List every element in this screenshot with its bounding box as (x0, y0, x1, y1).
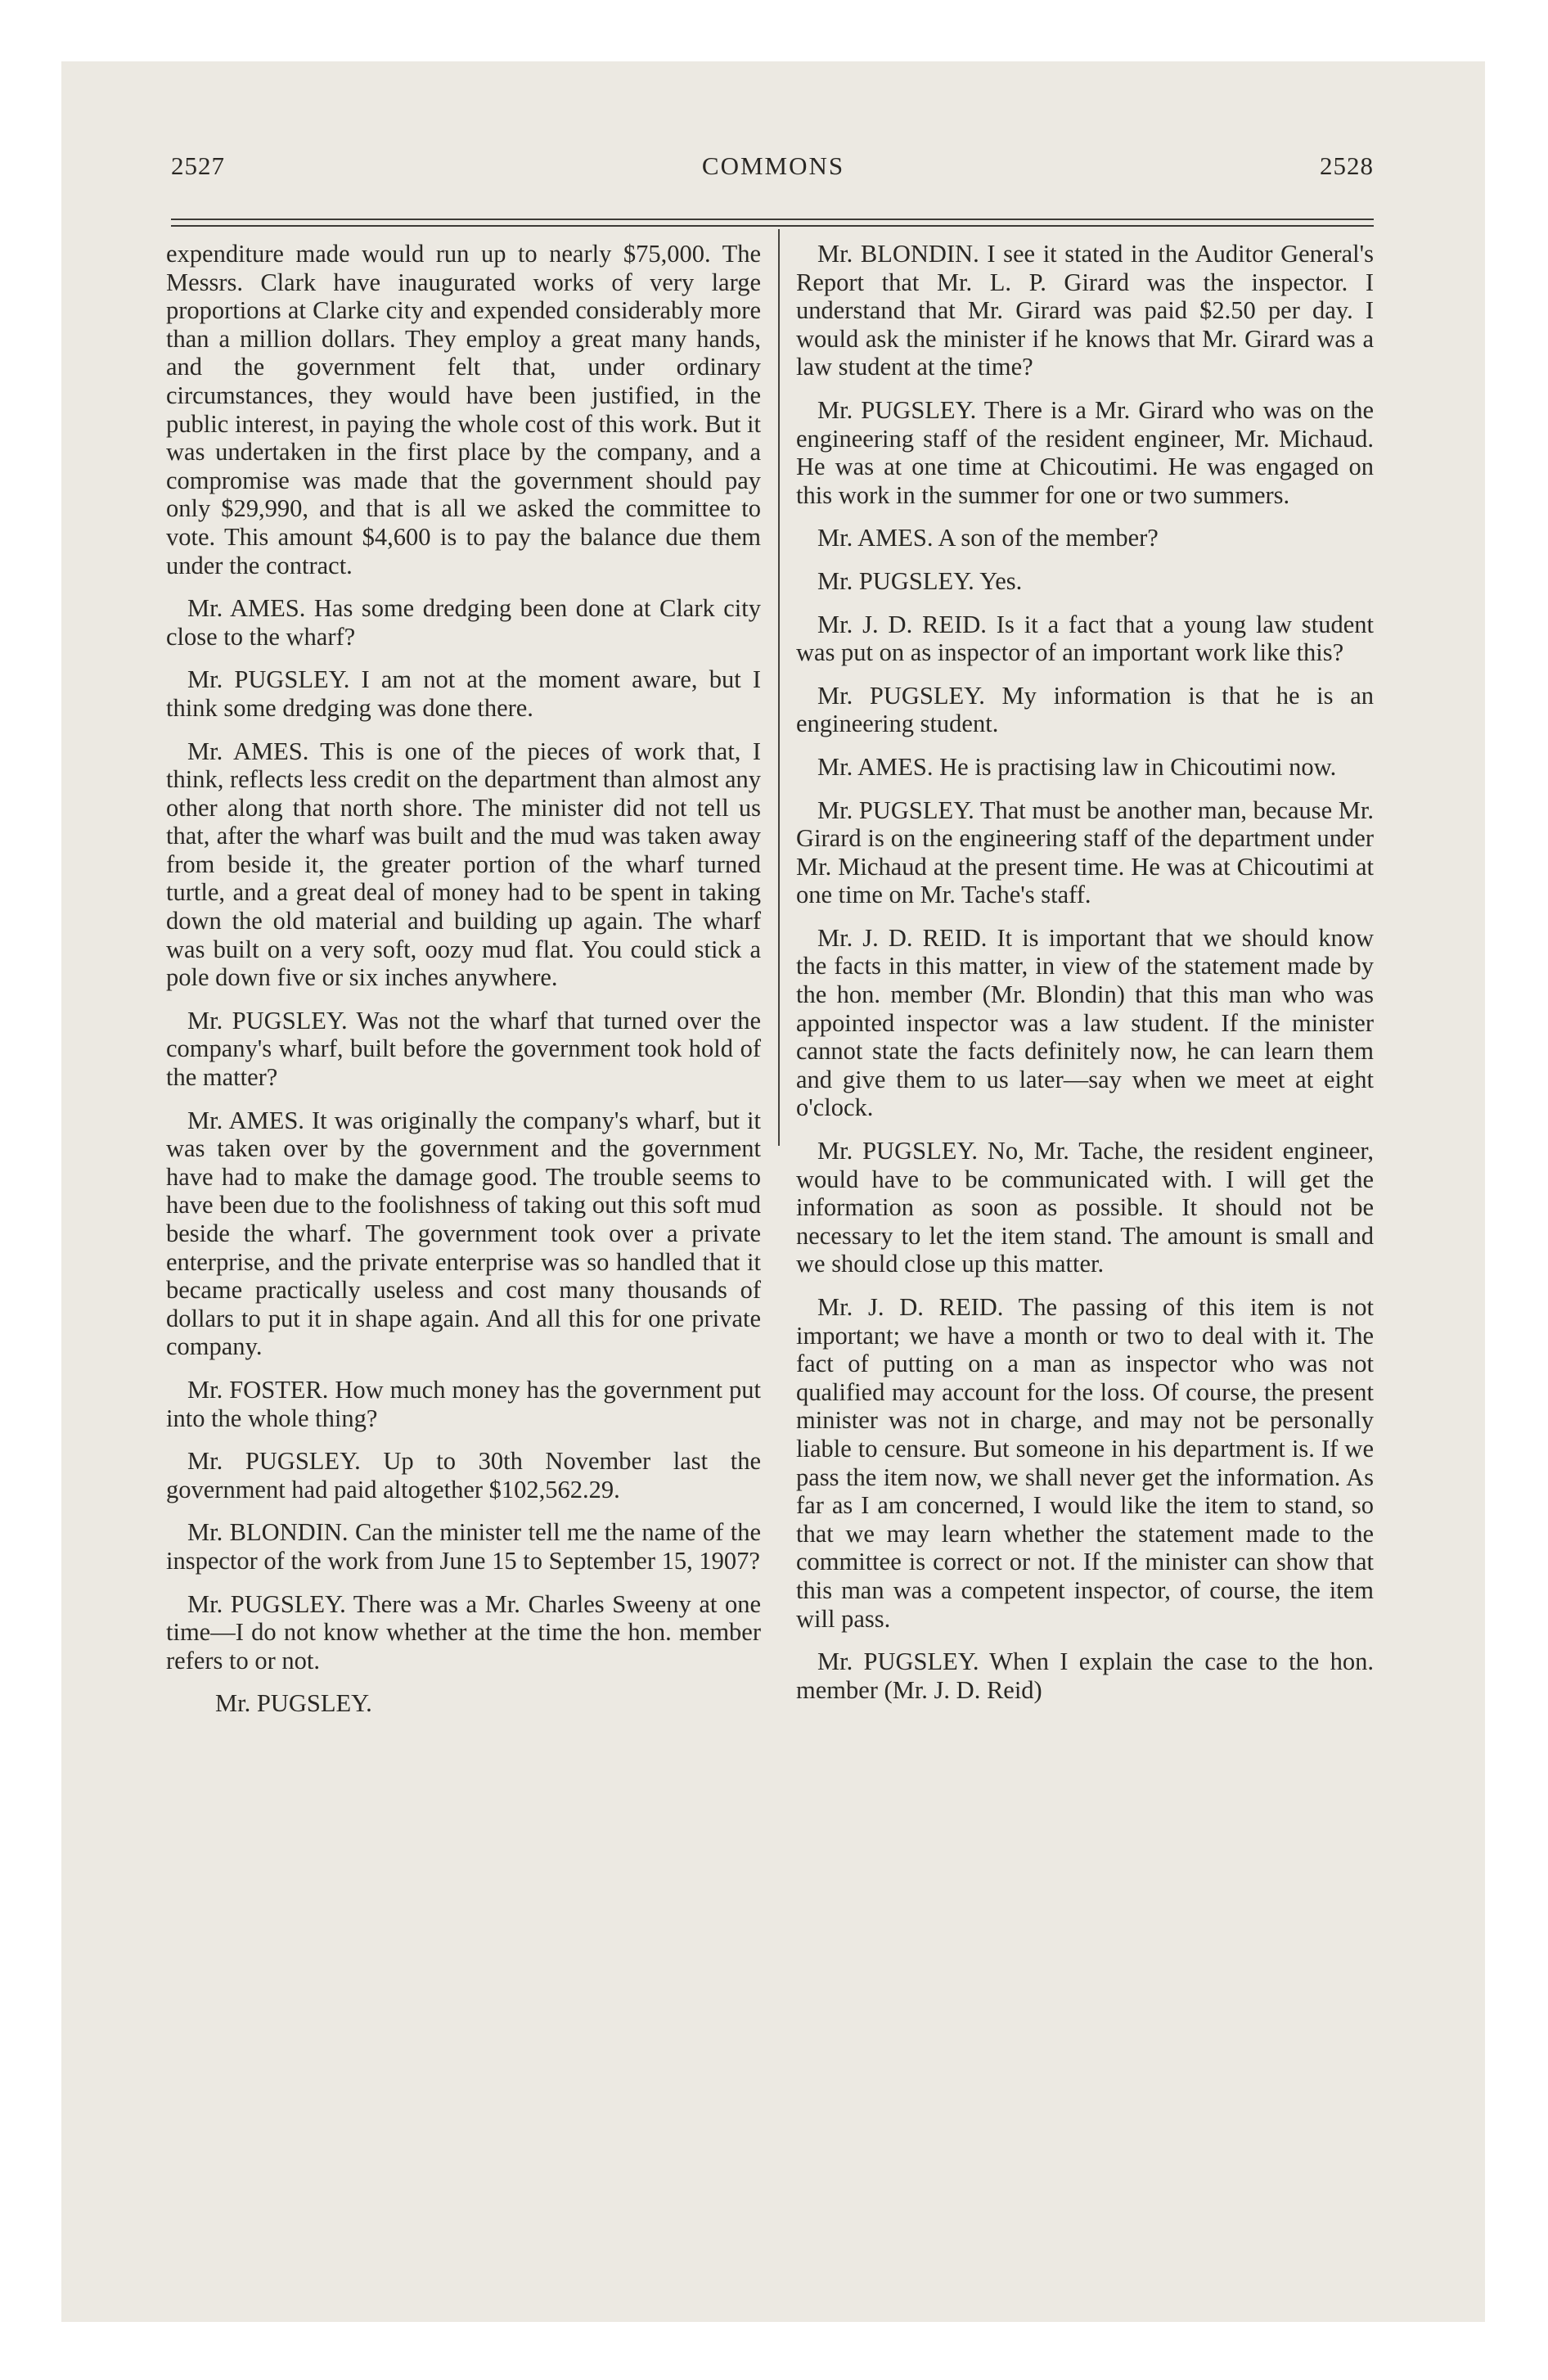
header-rule-top (171, 219, 1374, 220)
paragraph: Mr. J. D. REID. Is it a fact that a young law student was put on as inspector of an important work like this? (796, 610, 1374, 667)
paragraph: Mr. PUGSLEY. My information is that he is an engineering student. (796, 681, 1374, 738)
header-rule-bottom (171, 225, 1374, 227)
page-number-left: 2527 (171, 151, 225, 180)
paragraph: Mr. PUGSLEY. There is a Mr. Girard who was on the engineering staff of the resident engineer, Mr. Michaud. He was at one time at Chicoutimi. He was engaged on this work in the summer for one or two summers. (796, 395, 1374, 509)
paragraph: Mr. BLONDIN. Can the minister tell me the name of the inspector of the work from June 15 to September 15, 1907? (166, 1518, 761, 1575)
running-title: COMMONS (701, 151, 845, 180)
paragraph: Mr. AMES. This is one of the pieces of work that, I think, reflects less credit on the department than almost any other along that north shore. The minister did not tell us that, after the wharf was built and the mud was taken away from beside it, the greater portion of the wharf turned turtle, and a great deal of money had to be spent in taking down the old material and building up again. The wharf was built on a very soft, oozy mud flat. You could stick a pole down five or six inches anywhere. (166, 737, 761, 992)
right-column (796, 240, 1374, 1719)
page-header (61, 151, 1485, 201)
column-divider (778, 229, 780, 1146)
catchword: Mr. PUGSLEY. (215, 1689, 372, 1718)
page-number-right: 2528 (1320, 151, 1374, 180)
paragraph: Mr. J. D. REID. It is important that we should know the facts in this matter, in view of the statement made by the hon. member (Mr. Blondin) that this man who was appointed inspector was a law student. If the minister cannot state the facts definitely now, he can learn them and give them to us later—say when we meet at eight o'clock. (796, 923, 1374, 1122)
paragraph: Mr. PUGSLEY. Yes. (817, 566, 1023, 595)
paragraph: Mr. PUGSLEY. When I explain the case to the hon. member (Mr. J. D. Reid) (796, 1648, 1374, 1704)
paragraph: Mr. J. D. REID. The passing of this item is not important; we have a month or two to deal with it. The fact of putting on a man as inspector who was not qualified may account for the loss. Of course, the present minister was not in charge, and may not be personally liable to censure. But someone in his department is. If we pass the item now, we shall never get the information. As far as I am concerned, I would like the item to stand, so that we may learn whether the statement made to the committee is correct or not. If the minister can show that this man was a competent inspector, of course, the item will pass. (796, 1293, 1374, 1633)
paragraph: Mr. PUGSLEY. There was a Mr. Charles Sweeny at one time—I do not know whether at the time the hon. member refers to or not. (166, 1589, 761, 1675)
paragraph: Mr. FOSTER. How much money has the government put into the whole thing? (166, 1375, 761, 1432)
paragraph: Mr. PUGSLEY. Was not the wharf that turned over the company's wharf, built before the government took hold of the matter? (166, 1006, 761, 1092)
paragraph: Mr. PUGSLEY. Up to 30th November last the government had paid altogether $102,562.29. (166, 1447, 761, 1503)
paragraph: Mr. PUGSLEY. That must be another man, because Mr. Girard is on the engineering staff of the department under Mr. Michaud at the present time. He was at Chicoutimi at one time on Mr. Tache's staff. (796, 796, 1374, 909)
paragraph: expenditure made would run up to nearly $75,000. The Messrs. Clark have inaugurated works of very large proportions at Clarke city and expended considerably more than a million dollars. They employ a great many hands, and the government felt that, under ordinary circumstances, they would have been justified, in the public interest, in paying the whole cost of this work. But it was undertaken in the first place by the company, and a compromise was made that the government should pay only $29,990, and that is all we asked the committee to vote. This amount $4,600 is to pay the balance due them under the contract. (166, 240, 761, 579)
paragraph: Mr. AMES. He is practising law in Chicoutimi now. (817, 752, 1337, 781)
page-sheet (61, 61, 1485, 2322)
paragraph: Mr. PUGSLEY. No, Mr. Tache, the resident engineer, would have to be communicated with. I will get the information as soon as possible. It should not be necessary to let the item stand. The amount is small and we should close up this matter. (796, 1137, 1374, 1278)
paragraph: Mr. BLONDIN. I see it stated in the Auditor General's Report that Mr. L. P. Girard was the inspector. I understand that Mr. Girard was paid $2.50 per day. I would ask the minister if he knows that Mr. Girard was a law student at the time? (796, 240, 1374, 381)
paragraph: Mr. PUGSLEY. I am not at the moment aware, but I think some dredging was done there. (166, 665, 761, 722)
left-column (166, 240, 761, 1733)
paragraph: Mr. AMES. A son of the member? (817, 524, 1159, 552)
paragraph: Mr. AMES. It was originally the company's wharf, but it was taken over by the government and the government have had to make the damage good. The trouble seems to have been due to the foolishness of taking out this soft mud beside the wharf. The government took over a private enterprise, and the private enterprise was so handled that it became practically useless and cost many thousands of dollars to put it in shape again. And all this for one private company. (166, 1106, 761, 1361)
paragraph: Mr. AMES. Has some dredging been done at Clark city close to the wharf? (166, 594, 761, 651)
